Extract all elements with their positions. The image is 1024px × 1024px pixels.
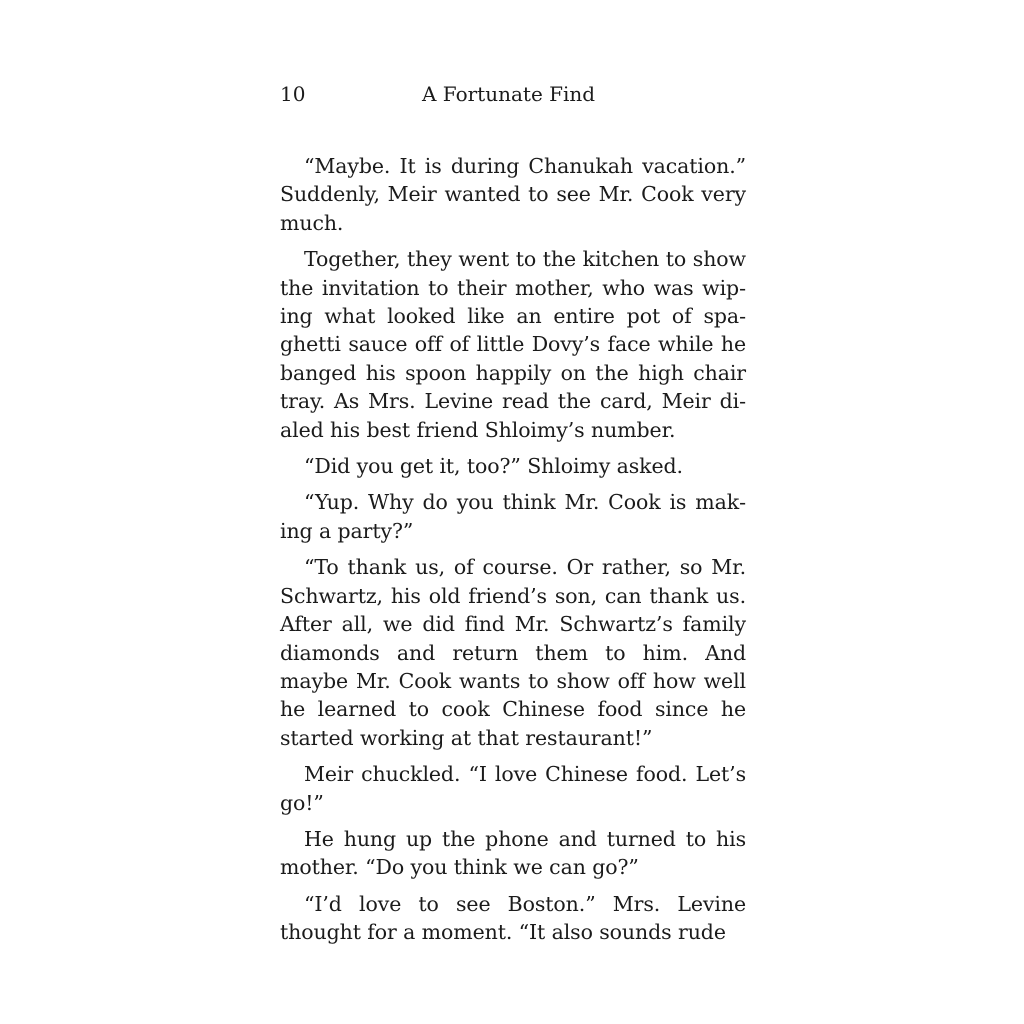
paragraph: He hung up the phone and turned to his mother. “Do you think we can go?” [280,826,746,880]
running-head [280,76,746,112]
paragraph: Together, they went to the kitchen to show the invitation to their mother, who was wiping what looked like an entire pot of spaghetti sauce off of little Dovy’s face while he banged his spoon happily on the high chair tray. As Mrs. Levine read the card, Meir dialed his best friend Shloimy’s number. [280,247,746,442]
paragraph: “I’d love to see Boston.” Mrs. Levine thought for a moment. “It also sounds rude [280,891,746,945]
paragraph: “Did you get it, too?” Shloimy asked. [304,454,683,479]
paragraph: “Yup. Why do you think Mr. Cook is making a party?” [280,490,746,543]
book-title: A Fortunate Find [422,82,596,106]
paragraph: Meir chuckled. “I love Chinese food. Let’s go!” [280,762,746,815]
page-number: 10 [280,82,306,106]
book-page [280,76,746,955]
paragraph: “To thank us, of course. Or rather, so Mr. Schwartz, his old friend’s son, can thank us. After all, we did find Mr. Schwartz’s family diamonds and return them to him. And maybe Mr. Cook wants to show off how well he learned to cook Chinese food since he started working at that restaurant!” [280,555,746,750]
body-text [280,152,746,947]
paragraph: “Maybe. It is during Chanukah vacation.” Suddenly, Meir wanted to see Mr. Cook very much. [280,154,746,235]
